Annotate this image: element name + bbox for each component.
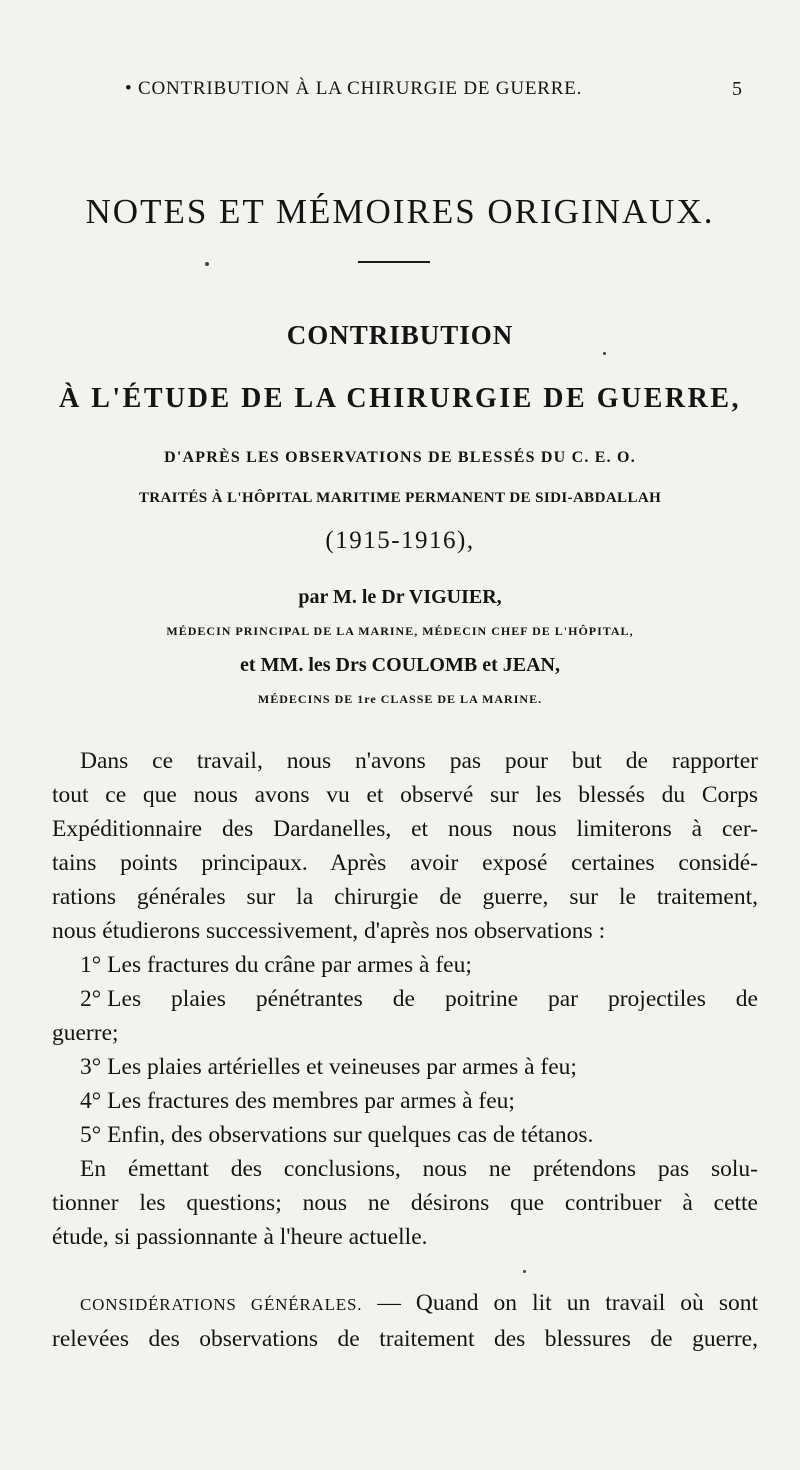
intro-line: tout ce que nous avons vu et observé sur les blessés du Corps	[52, 782, 758, 808]
title-rule	[358, 261, 430, 263]
author-role-2: MÉDECINS DE 1re CLASSE DE LA MARINE.	[257, 692, 543, 706]
author-line-2: et MM. les Drs COULOMB et JEAN,	[240, 654, 560, 676]
intro-line: Expéditionnaire des Dardanelles, et nous nous limiterons à cer-	[52, 816, 758, 842]
section-line: relevées des observations de traitement des blessures de guerre,	[52, 1326, 758, 1352]
article-title-line1: CONTRIBUTION	[286, 320, 514, 350]
list-item-text: Enfin, des observations sur quelques cas de tétanos.	[107, 1122, 594, 1148]
list-item-continuation: guerre;	[52, 1020, 119, 1046]
section-line	[52, 1286, 758, 1322]
list-item-number: 4°	[80, 1088, 102, 1114]
print-speck	[523, 1270, 526, 1273]
list-item	[52, 1084, 758, 1118]
section-dash: —	[362, 1290, 416, 1316]
list-item-text: Les fractures du crâne par armes à feu;	[107, 952, 472, 978]
print-speck	[205, 262, 209, 266]
article-subtitle-line2: TRAITÉS À L'HÔPITAL MARITIME PERMANENT DE SIDI-ABDALLAH	[138, 490, 662, 506]
conclusion-line: étude, si passionnante à l'heure actuelle.	[52, 1224, 428, 1250]
author-line-1: par M. le Dr VIGUIER,	[298, 586, 502, 608]
list-item-number: 2°	[80, 986, 102, 1012]
section-heading: CONSIDÉRATIONS GÉNÉRALES.	[80, 1295, 363, 1314]
list-item-text: Les plaies pénétrantes de poitrine par projectiles de	[107, 986, 758, 1012]
list-item	[52, 1050, 758, 1084]
list-item	[52, 1118, 758, 1152]
article-dates: (1915-1916),	[325, 527, 475, 554]
list-item-text: Les plaies artérielles et veineuses par armes à feu;	[107, 1054, 577, 1080]
list-item-number: 1°	[80, 952, 102, 978]
intro-line: nous étudierons successivement, d'après nos observations :	[52, 918, 606, 944]
body-text	[52, 744, 758, 1254]
intro-line: rations générales sur la chirurgie de guerre, sur le traitement,	[52, 884, 758, 910]
list-item	[52, 948, 758, 982]
running-title: • CONTRIBUTION À LA CHIRURGIE DE GUERRE.	[125, 78, 583, 99]
intro-line: tains points principaux. Après avoir exposé certaines considé-	[52, 850, 758, 876]
intro-line: Dans ce travail, nous n'avons pas pour but de rapporter	[80, 748, 758, 774]
conclusion-line: tionner les questions; nous ne désirons que contribuer à cette	[52, 1190, 758, 1216]
section-title: NOTES ET MÉMOIRES ORIGINAUX.	[85, 192, 715, 231]
list-item	[52, 982, 758, 1016]
conclusion-line: En émettant des conclusions, nous ne prétendons pas solu-	[80, 1156, 758, 1182]
page-number: 5	[732, 78, 742, 100]
author-role-1: MÉDECIN PRINCIPAL DE LA MARINE, MÉDECIN CHEF DE L'HÔPITAL,	[166, 624, 634, 638]
list-item-number: 5°	[80, 1122, 102, 1148]
list-item-text: Les fractures des membres par armes à feu;	[107, 1088, 515, 1114]
list-item-number: 3°	[80, 1054, 102, 1080]
section-paragraph	[52, 1286, 758, 1356]
running-header	[0, 78, 800, 104]
article-subtitle-line1: D'APRÈS LES OBSERVATIONS DE BLESSÉS DU C. E. O.	[164, 449, 636, 466]
print-speck	[603, 352, 606, 355]
article-title-line2: À L'ÉTUDE DE LA CHIRURGIE DE GUERRE,	[59, 383, 741, 414]
section-text: Quand on lit un travail où sont	[415, 1290, 759, 1316]
